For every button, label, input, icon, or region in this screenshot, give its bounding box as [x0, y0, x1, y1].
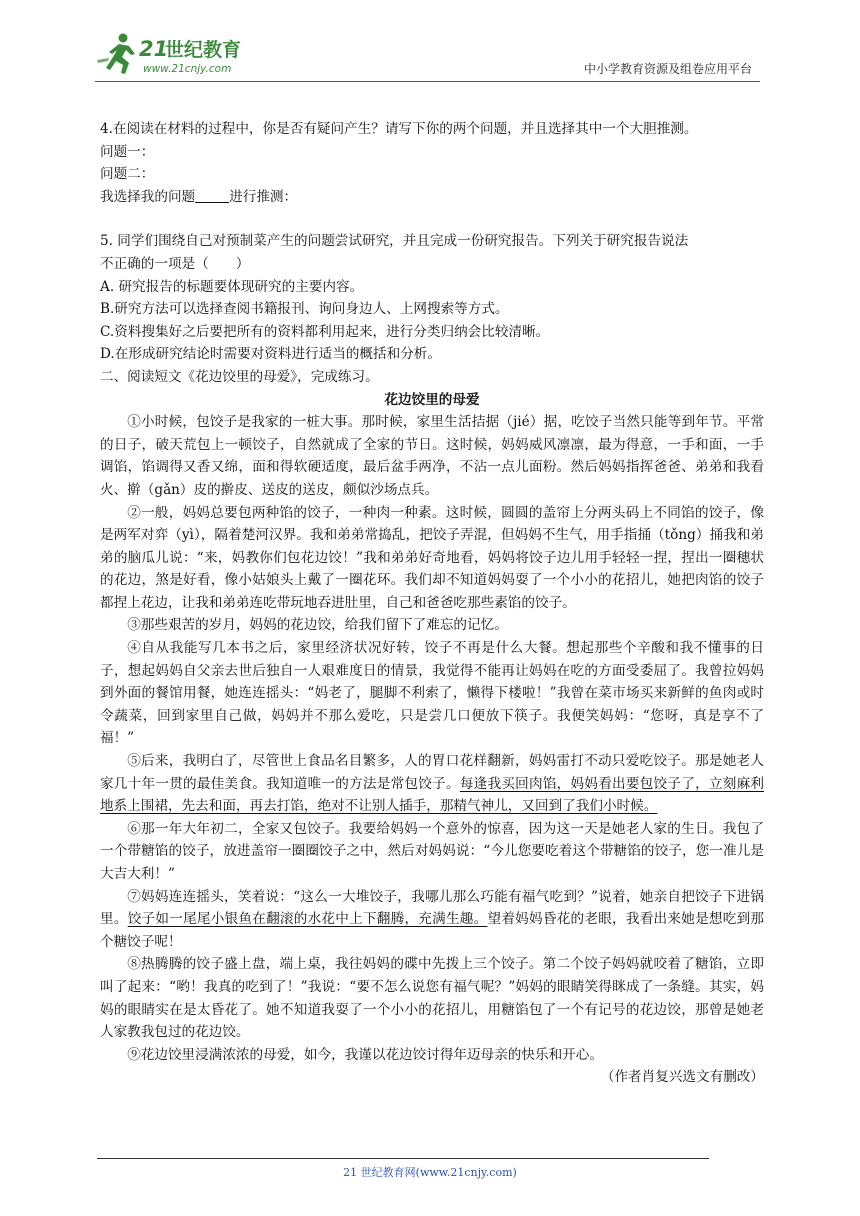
underlined-sentence: 每逢我买回肉馅，妈妈看出要包饺子了，立刻麻利地系上围裙，先去和面，再去打馅，绝对不让别人插手，那精气神儿，又回到了我们小时候。 [100, 775, 765, 815]
page-footer[interactable]: 21 世纪教育网(www.21cnjy.com) [343, 1166, 517, 1179]
article-paragraph-5: ⑤后来，我明白了，尽管世上食品名目繁多，人的胃口花样翻新，妈妈雷打不动只爱吃饺子。那是她老人家几十年一贯的最佳美食。我知道唯一的方法是常包饺子。每逢我买回肉馅，妈妈看出要包饺子了，立刻麻利地系上围裙，先去和面，再去打馅，绝对不让别人插手，那精气神儿，又回到了我们小时候。 [100, 753, 765, 815]
q4-problem-one: 问题一： [100, 143, 155, 160]
q5-option-b: B.研究方法可以选择查阅书籍报刊、询问身边人、上网搜索等方式。 [100, 301, 509, 318]
svg-text:世纪教育: 世纪教育 [165, 39, 242, 61]
header-divider [95, 81, 760, 82]
page-header [95, 30, 760, 82]
footer-divider [97, 1158, 709, 1159]
article-paragraph-6: ⑥那一年大年初二，全家又包饺子。我要给妈妈一个意外的惊喜，因为这一天是她老人家的生日。我包了一个带糖馅的饺子，放进盖帘一圈圈饺子之中，然后对妈妈说：“今儿您要吃着这个带糖馅的饺子，您一准儿是大吉大利！” [100, 820, 764, 882]
article-title: 花边饺里的母爱 [384, 391, 480, 408]
document-body [100, 118, 764, 1089]
section-two-heading: 二、阅读短文《花边饺里的母爱》，完成练习。 [100, 368, 379, 385]
site-logo [95, 30, 275, 78]
article-paragraph-3: ③那些艰苦的岁月，妈妈的花边饺，给我们留下了难忘的记忆。 [127, 617, 508, 634]
q4-problem-two: 问题二： [100, 166, 155, 183]
article-paragraph-1: ①小时候，包饺子是我家的一桩大事。那时候，家里生活拮据（jié）据，吃饺子当然只能等到年节。平常的日子，破天荒包上一顿饺子，自然就成了全家的节日。这时候，妈妈威风凛凛，最为得意，一手和面，一手调馅，馅调得又香又绵，面和得软硬适度，最后盆手两净，不沾一点儿面粉。然后妈妈指挥爸爸、弟弟和我看火、擀（gǎn）皮的擀皮、送皮的送皮，颇似沙场点兵。 [100, 414, 764, 498]
article-paragraph-9: ⑨花边饺里浸满浓浓的母爱，如今，我谨以花边饺讨得年迈母亲的快乐和开心。 [127, 1046, 603, 1063]
logo-url: www.21cnjy.com [143, 63, 232, 75]
article-paragraph-8: ⑧热腾腾的饺子盛上盘，端上桌，我往妈妈的碟中先拨上三个饺子。第二个饺子妈妈就咬着了糖馅，立即叫了起来：“哟！我真的吃到了！”我说：“要不怎么说您有福气呢？”妈妈的眼睛笑得眯成了一条缝。其实，妈妈的眼睛实在是太昏花了。她不知道我耍了一个小小的花招儿，用糖馅包了一个有记号的花边饺，那曾是她老人家教我包过的花边饺。 [100, 956, 764, 1041]
q5-option-c: C.资料搜集好之后要把所有的资料都利用起来，进行分类归纳会比较清晰。 [100, 323, 550, 340]
svg-text:21: 21 [139, 37, 169, 61]
q5-option-d: D.在形成研究结论时需要对资料进行适当的概括和分析。 [100, 346, 441, 363]
answer-blank[interactable] [195, 188, 229, 203]
q5-question-line2: 不正确的一项是（ ） [100, 255, 250, 272]
article-source: （作者肖复兴选文有删改） [600, 1069, 764, 1086]
runner-icon [97, 34, 135, 75]
underlined-sentence: 饺子如一尾尾小银鱼在翻滚的水花中上下翻腾，充满生趣。 [127, 911, 488, 928]
article-paragraph-2: ②一般，妈妈总要包两种馅的饺子，一种肉一种素。这时候，圆圆的盖帘上分两头码上不同馅的饺子，像是两军对弈（yì），隔着楚河汉界。我和弟弟常捣乱，把饺子弄混，但妈妈不生气，用手指捅（tǒng）捅我和弟弟的脑瓜儿说：“来，妈教你们包花边饺！”我和弟弟好奇地看，妈妈将饺子边儿用手轻轻一捏，捏出一圈穗状的花边，煞是好看，像小姑娘头上戴了一圈花环。我们却不知道妈妈耍了一个小小的花招儿，她把肉馅的饺子都捏上花边，让我和弟弟连吃带玩地吞进肚里，自己和爸爸吃那些素馅的饺子。 [100, 504, 764, 611]
q5-option-a: A. 研究报告的标题要体现研究的主要内容。 [100, 278, 364, 295]
q4-question: 4.在阅读在材料的过程中，你是否有疑问产生？请写下你的两个问题，并且选择其中一个大胆推测。 [100, 121, 698, 137]
platform-name: 中小学教育资源及组卷应用平台 [583, 62, 752, 76]
q5-question-line1: 5. 同学们围绕自己对预制菜产生的问题尝试研究，并且完成一份研究报告。下列关于研究报告说法 [100, 233, 689, 250]
article-paragraph-7: ⑦妈妈连连摇头，笑着说：“这么一大堆饺子，我哪儿那么巧能有福气吃到？”说着，她亲自把饺子下进锅里。饺子如一尾尾小银鱼在翻滚的水花中上下翻腾，充满生趣。望着妈妈昏花的老眼，我看出来她是想吃到那个糖饺子呢！ [100, 888, 765, 950]
q4-choose-line: 我选择我的问题 进行推测： [100, 188, 298, 205]
article-paragraph-4: ④自从我能写几本书之后，家里经济状况好转，饺子不再是什么大餐。想起那些个辛酸和我不懂事的日子，想起妈妈自父亲去世后独自一人艰难度日的情景，我觉得不能再让妈妈在吃的方面受委屈了。我曾拉妈妈到外面的餐馆用餐，她连连摇头：“妈老了，腿脚不利索了，懒得下楼啦！”我曾在菜市场买来新鲜的鱼肉或时令蔬菜，回到家里自己做，妈妈并不那么爱吃，只是尝几口便放下筷子。我便笑妈妈：“您呀，真是享不了福！” [100, 640, 764, 747]
